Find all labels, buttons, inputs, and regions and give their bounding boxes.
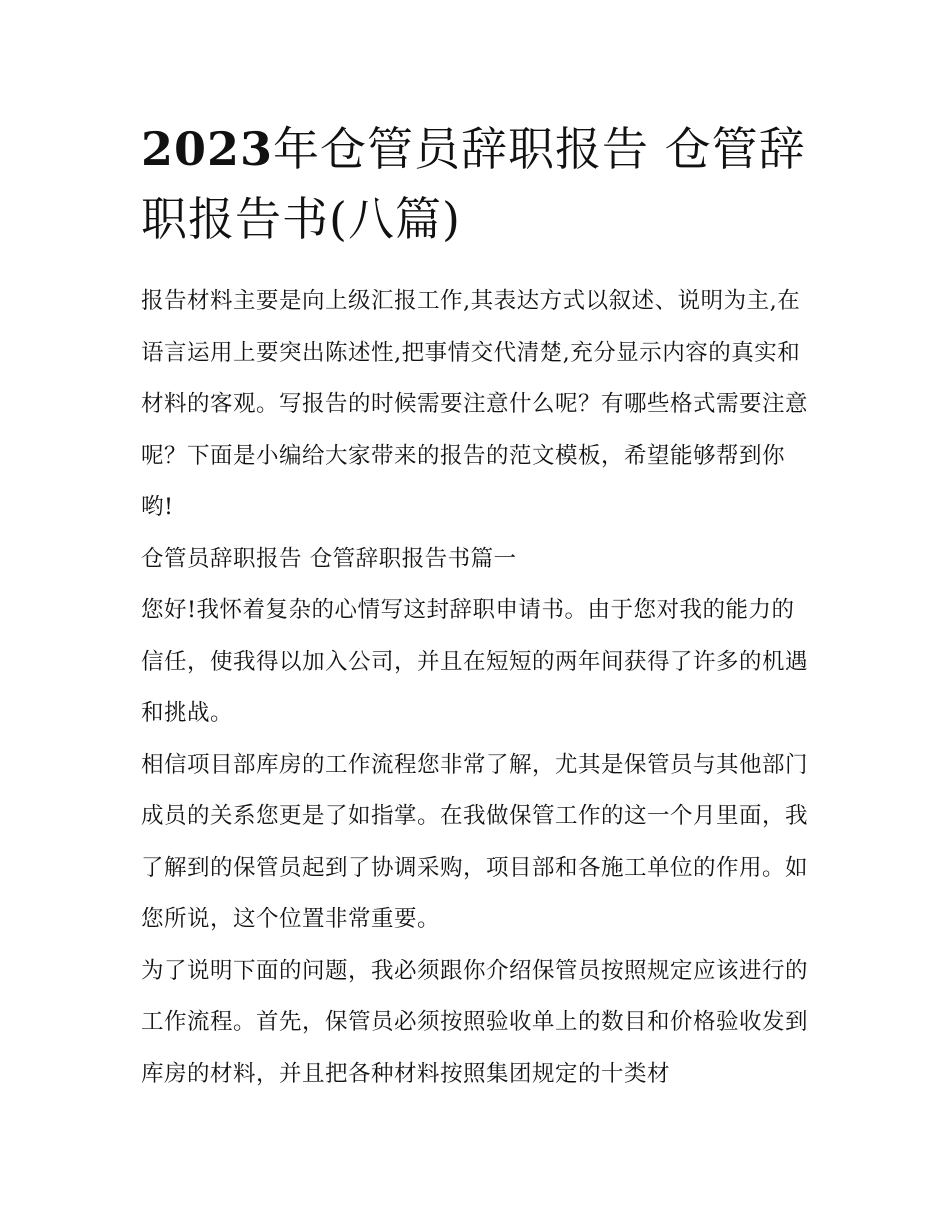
title-year: 2023: [141, 122, 274, 176]
intro-paragraph: 报告材料主要是向上级汇报工作,其表达方式以叙述、说明为主,在语言运用上要突出陈述性,把事情交代清楚,充分显示内容的真实和材料的客观。写报告的时候需要注意什么呢？有哪些格式需要注意呢？下面是小编给大家带来的报告的范文模板，希望能够帮到你哟!: [141, 288, 809, 520]
body-paragraph-1: 您好!我怀着复杂的心情写这封辞职申请书。由于您对我的能力的信任，使我得以加入公司，并且在短短的两年间获得了许多的机遇和挑战。: [141, 597, 809, 726]
title-text: 年仓管员辞职报告 仓管辞职报告书(八篇): [141, 122, 806, 246]
section-heading: 仓管员辞职报告 仓管辞职报告书篇一: [141, 545, 517, 572]
document-body: [141, 276, 813, 1100]
document-title: [141, 0, 813, 254]
body-paragraph-3: 为了说明下面的问题，我必须跟你介绍保管员按照规定应该进行的工作流程。首先，保管员必须按照验收单上的数目和价格验收发到库房的材料，并且把各种材料按照集团规定的十类材: [141, 957, 809, 1087]
body-paragraph-2: 相信项目部库房的工作流程您非常了解，尤其是保管员与其他部门成员的关系您更是了如指掌。在我做保管工作的这一个月里面，我了解到的保管员起到了协调采购，项目部和各施工单位的作用。如您所说，这个位置非常重要。: [141, 751, 809, 932]
document-page: [141, 0, 813, 1100]
